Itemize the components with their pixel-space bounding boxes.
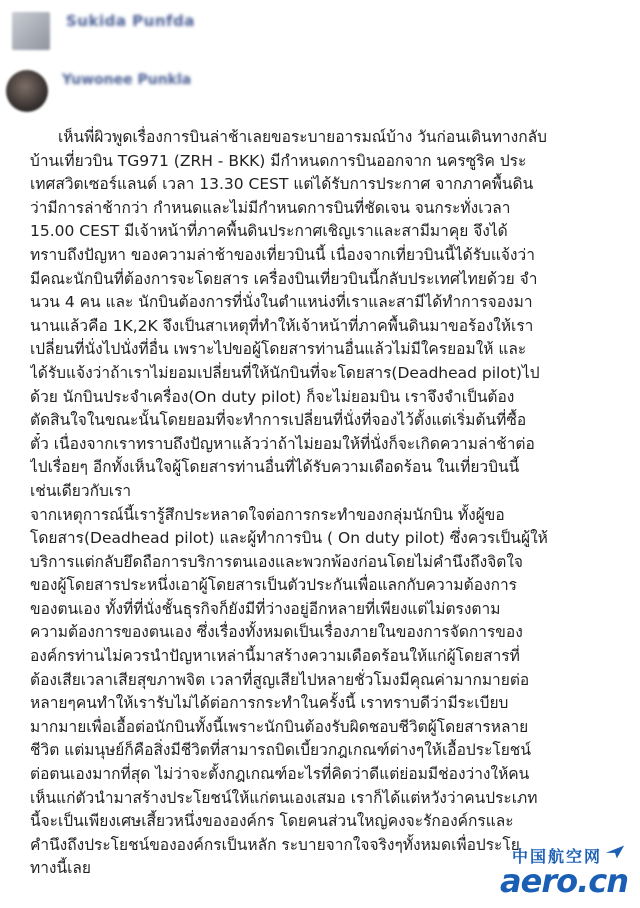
post-text-line: ทราบถึงปัญหา ของความล่าช้าของเที่ยวบินนี้ เนื่องจากเที่ยวบินนี้ได้รับแจ้งว่า: [30, 245, 535, 264]
post-text-line: ไปเรื่อยๆ อีกทั้งเห็นใจผู้โดยสารท่านอื่นที่ได้รับความเดือดร้อน ในเที่ยวบินนี้: [30, 458, 520, 477]
post-text-line: ชีวิต แต่มนุษย์ก็คือสิ่งมีชีวิตที่สามารถบิดเบี้ยวกฎเกณฑ์ต่างๆให้เอื้อประโยชน์: [30, 741, 531, 760]
post-text-line: บ้านเที่ยวบิน TG971 (ZRH - BKK) มีกำหนดการบินออกจาก นครซูริค ประ: [30, 151, 527, 170]
post-text-line: 15.00 CEST มีเจ้าหน้าที่ภาคพื้นดินประกาศเชิญเราและสามีมาคุย จึงได้: [30, 222, 508, 241]
watermark-chinese-text: 中国航空网: [511, 847, 602, 866]
post-text-line: นานแล้วคือ 1K,2K จึงเป็นสาเหตุที่ทำให้เจ้าหน้าที่ภาคพื้นดินมาขอร้องให้เรา: [30, 316, 534, 335]
post-text-line: ทางนี้เลย: [30, 859, 91, 878]
commenter-avatar[interactable]: [6, 70, 48, 112]
post-body-text: [30, 126, 630, 881]
post-text-line: เทศสวิตเซอร์แลนด์ เวลา 13.30 CEST แต่ได้รับการประกาศ จากภาคพื้นดิน: [30, 175, 534, 194]
post-text-line: ต่อตนเองมากที่สุด ไม่ว่าจะตั้งกฎเกณฑ์อะไรที่คิดว่าดีแต่ย่อมมีช่องว่างให้คน: [30, 765, 530, 784]
post-text-line: หลายๆคนทำให้เรารับไม่ได้ต่อการกระทำในครั้งนี้ เราทราบดีว่ามีระเบียบ: [30, 694, 509, 713]
author-avatar[interactable]: [12, 12, 50, 50]
post-text-line: ว่ามีการล่าช้ากว่า กำหนดและไม่มีกำหนดการบินที่ชัดเจน จนกระทั่งเวลา: [30, 198, 511, 217]
post-text-line: คำนึงถึงประโยชน์ขององค์กรเป็นหลัก ระบายจากใจจริงๆทั้งหมดเพื่อประโย: [30, 835, 520, 854]
post-text-line: ตัดสินใจในขณะนั้นโดยยอมที่จะทำการเปลี่ยนที่นั่งที่จองไว้ตั้งแต่เริ่มต้นที่ซื้อ: [30, 411, 527, 430]
post-text-line: ได้รับแจ้งว่าถ้าเราไม่ยอมเปลี่ยนที่ให้นักบินที่จะโดยสาร(Deadhead pilot)ไป: [30, 363, 540, 382]
post-text-line: เช่นเดียวกับเรา: [30, 481, 132, 500]
post-text-line: องค์กรท่านไม่ควรนำปัญหาเหล่านี้มาสร้างความเดือดร้อนให้แก่ผู้โดยสารที่: [30, 647, 520, 666]
post-text-line: บริการแต่กลับยึดถือการบริการตนเองและพวกพ้องก่อนโดยไม่คำนึงถึงจิตใจ: [30, 552, 524, 571]
post-text-line: ต้องเสียเวลาเสียสุขภาพจิต เวลาที่สูญเสียไปหลายชั่วโมงมีคุณค่ามากมายต่อ: [30, 670, 530, 689]
author-name[interactable]: Sukida Punfda: [66, 12, 195, 30]
post-text-line: นวน 4 คน และ นักบินต้องการที่นั่งในตำแหน่งที่เราและสามีได้ทำการจองมา: [30, 293, 533, 312]
post-text-line: ของตนเอง ทั้งที่ที่นั่งชั้นธุรกิจก็ยังมีที่ว่างอยู่อีกหลายที่เพียงแต่ไม่ตรงตาม: [30, 599, 501, 618]
post-text-line: เห็นแก่ตัวนำมาสร้างประโยชน์ให้แก่ตนเองเสมอ เราก็ได้แต่หวังว่าคนประเภท: [30, 788, 538, 807]
post-text-line: มีคณะนักบินที่ต้องการจะโดยสาร เครื่องบินเที่ยวบินนี้กลับประเทศไทยด้วย จำ: [30, 269, 538, 288]
commenter-name[interactable]: Yuwonee Punkla: [62, 72, 192, 88]
post-text-line: นี้จะเป็นเพียงเศษเสี้ยวหนึ่งขององค์กร โดยคนส่วนใหญ่คงจะรักองค์กรและ: [30, 812, 514, 831]
post-text-line: ของผู้โดยสารประหนึ่งเอาผู้โดยสารเป็นตัวประกันเพื่อแลกกับความต้องการ: [30, 576, 517, 595]
post-text-line: มากมายเพื่อเอื้อต่อนักบินทั้งนี้เพราะนักบินต้องรับผิดชอบชีวิตผู้โดยสารหลาย: [30, 717, 529, 736]
post-header: [0, 0, 640, 118]
post-text-line: โดยสาร(Deadhead pilot) และผู้ทำการบิน ( On duty pilot) ซึ่งควรเป็นผู้ให้: [30, 529, 548, 548]
post-text-line: ด้วย นักบินประจำเครื่อง(On duty pilot) ก็จะไม่ยอมบิน เราจึงจำเป็นต้อง: [30, 387, 515, 406]
post-text-line: จากเหตุการณ์นี้เรารู้สึกประหลาดใจต่อการกระทำของกลุ่มนักบิน ทั้งผู้ขอ: [30, 505, 505, 524]
airplane-icon: [604, 840, 626, 862]
post-text-line: ความต้องการของตนเอง ซึ่งเรื่องทั้งหมดเป็นเรื่องภายในของการจัดการของ: [30, 623, 523, 642]
watermark-english-text: aero.cn: [500, 862, 628, 900]
watermark: [462, 844, 632, 902]
post-text-line: เห็นพี่ผิวพูดเรื่องการบินล่าช้าเลยขอระบายอารมณ์บ้าง วันก่อนเดินทางกลับ: [58, 128, 547, 146]
post-text-line: ตั๋ว เนื่องจากเราทราบถึงปัญหาแล้วว่าถ้าไม่ยอมให้ที่นั่งก็จะเกิดความล่าช้าต่อ: [30, 434, 535, 453]
post-text-line: เปลี่ยนที่นั่งไปนั่งที่อื่น เพราะไปขอผู้โดยสารท่านอื่นแล้วไม่มีใครยอมให้ และ: [30, 340, 527, 359]
